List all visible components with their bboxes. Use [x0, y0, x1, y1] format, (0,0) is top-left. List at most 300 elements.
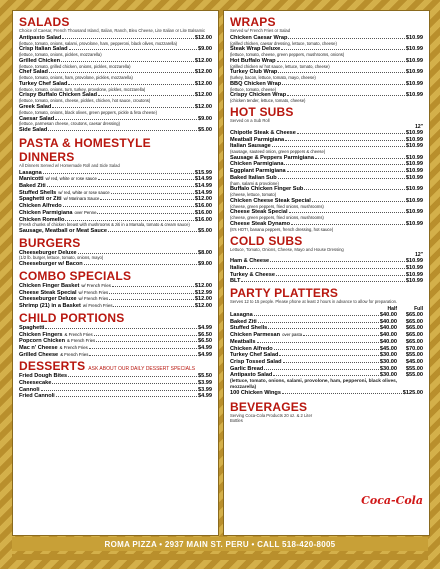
item-name: Grilled Chicken — [19, 57, 61, 64]
menu-item-row — [230, 137, 423, 144]
item-description: (lettuce, tomato, cheese) — [230, 86, 277, 92]
item-price: $14.99 — [194, 189, 212, 196]
leader-dots — [315, 158, 405, 159]
item-price: $12.00 — [194, 34, 212, 41]
section-title-desserts — [19, 360, 212, 372]
item-name: Meatballs — [230, 338, 256, 345]
menu-item-row — [230, 130, 423, 137]
leader-dots — [109, 299, 194, 300]
item-description: (ham, salami & provolone) — [230, 180, 279, 186]
leader-dots — [56, 396, 197, 397]
item-name: Lasagna — [230, 312, 253, 319]
item-price: $12.00 — [194, 57, 212, 64]
item-description: (lettuce, tomato, cheese, green peppers, mushrooms, onions) — [230, 52, 345, 58]
bottom-stripe — [12, 554, 428, 560]
item-price: $10.99 — [405, 57, 423, 64]
half-price: $45.00 — [379, 345, 397, 352]
item-name: Eggplant Parmigiana — [230, 168, 286, 175]
leader-dots — [89, 348, 197, 349]
item-price: $10.99 — [405, 129, 423, 136]
item-modifier: & French Fries — [67, 338, 96, 344]
leader-dots — [268, 328, 379, 329]
item-price: $10.99 — [405, 209, 423, 216]
section-title-burgers: BURGERS — [19, 235, 81, 250]
item-price: $5.00 — [198, 228, 212, 235]
item-name: Chicken Caesar Wrap — [230, 34, 288, 41]
leader-dots — [65, 220, 194, 221]
item-modifier: w/ red, white or rose sauce — [45, 176, 97, 182]
leader-dots — [276, 275, 405, 276]
leader-dots — [282, 393, 402, 394]
leader-dots — [94, 335, 197, 336]
menu-item-row — [19, 332, 212, 339]
wraps-note: Served w/ French Fries or Salad — [230, 28, 291, 33]
item-name: Turkey & Cheese — [230, 271, 275, 278]
item-description: (sausage, sauteed onion, green peppers & cheese) — [230, 148, 326, 154]
item-description: (chicken tender, lettuce, tomato, cheese) — [230, 98, 306, 104]
menu-item-row — [19, 210, 212, 217]
section-title-cold-subs: COLD SUBS — [230, 233, 303, 248]
item-modifier: w/ French Fries — [81, 283, 111, 288]
menu-item-row — [19, 290, 212, 297]
item-price: $3.99 — [198, 380, 212, 387]
item-price: $12.00 — [194, 283, 212, 289]
item-name: Antipasto Salad — [19, 34, 62, 41]
item-name: Manicotti — [19, 176, 44, 183]
leader-dots — [48, 130, 197, 131]
leader-dots — [283, 362, 379, 363]
leader-dots — [55, 119, 197, 120]
item-price: $10.99 — [405, 265, 423, 272]
leader-dots — [297, 133, 405, 134]
leader-dots — [97, 213, 193, 214]
section-title-salads: SALADS — [19, 15, 70, 29]
item-price: $10.99 — [405, 258, 423, 265]
leader-dots — [241, 281, 404, 282]
leader-dots — [281, 49, 405, 50]
item-modifier: & French Fries — [60, 351, 89, 357]
item-name: Crisp Italian Salad — [19, 46, 68, 53]
menu-item-row — [19, 261, 212, 268]
half-price: $40.00 — [379, 338, 397, 345]
leader-dots — [270, 261, 405, 262]
leader-dots — [291, 224, 405, 225]
salads-note: Choice of Caesar, French Thousand Island, Italian, Ranch, Bleu Cheese, Lite Italian or Lite Balsamic — [19, 28, 206, 33]
item-price: $6.50 — [198, 331, 212, 338]
item-name: BBQ Chicken Wrap — [230, 80, 282, 87]
menu-item-row — [19, 183, 212, 190]
menu-item-row — [19, 196, 212, 203]
item-price: $12.00 — [194, 69, 212, 76]
leader-dots — [98, 95, 194, 96]
item-name: Stuffed Shells — [230, 325, 268, 332]
half-price: $30.00 — [379, 365, 397, 372]
item-name: Caesar Salad — [19, 115, 55, 122]
full-price: $70.00 — [405, 345, 423, 352]
full-price: $55.00 — [405, 372, 423, 379]
menu-item-row — [230, 265, 423, 272]
item-price: $10.99 — [405, 174, 423, 181]
full-price: $55.00 — [405, 352, 423, 359]
leader-dots — [254, 315, 379, 316]
item-price: $4.99 — [198, 351, 212, 358]
leader-dots — [49, 72, 194, 73]
romello-description: (Fresh chunks of chicken breast with mushrooms & ziti in a Marsala, tomato & cream sauce) — [19, 222, 190, 228]
hot-subs-size: 12" — [415, 123, 423, 130]
item-name: Chicken Alfredo — [230, 345, 273, 352]
leader-dots — [278, 72, 405, 73]
item-price: $9.00 — [198, 115, 212, 122]
half-price: $40.00 — [379, 318, 397, 325]
item-description: (lettuce, tomato, grilled chicken, onions, pickles, mozzarella) — [19, 63, 131, 69]
item-price: $10.99 — [405, 46, 423, 53]
item-price: $125.00 — [402, 390, 423, 397]
menu-item-row — [19, 387, 212, 394]
menu-item-row — [19, 190, 212, 197]
leader-dots — [61, 61, 194, 62]
full-price: $55.00 — [405, 365, 423, 372]
item-price: $12.00 — [194, 80, 212, 87]
item-name: Fried Cannoli — [19, 393, 55, 400]
desserts-aside: ASK ABOUT OUR DAILY DESSERT SPECIALS — [88, 366, 196, 373]
item-price: $10.99 — [405, 197, 423, 204]
item-name: Buffalo Chicken Finger Sub — [230, 186, 304, 193]
leader-dots — [111, 193, 194, 194]
leader-dots — [288, 38, 404, 39]
leader-dots — [304, 189, 405, 190]
item-description: (lettuce, tomato, onions, turn, turkey, provolone, pickles, mozzarella) — [19, 86, 146, 92]
item-name: Crispy Buffalo Chicken Salad — [19, 92, 98, 99]
half-price: $30.00 — [379, 358, 397, 365]
item-price: $10.99 — [405, 154, 423, 161]
leader-dots — [247, 268, 405, 269]
leader-dots — [289, 212, 405, 213]
item-description: (lettuce, tomato, onions, pickles, mozzarella) — [19, 52, 102, 58]
section-title-beverages: BEVERAGES — [230, 399, 308, 414]
item-price: $6.50 — [198, 338, 212, 345]
item-name: Mac n' Cheese — [19, 344, 58, 351]
item-name: Shrimp (21) in a Basket — [19, 303, 81, 310]
platters-note: Serves 12 to 15 people. Please phone at least 2 hours in advance to allow for preparation. — [230, 299, 398, 305]
item-price: $12.00 — [194, 303, 212, 310]
full-price: $65.00 — [405, 332, 423, 339]
item-name: Lasagna — [19, 169, 42, 176]
full-header: Full — [414, 306, 423, 313]
item-price: $10.99 — [405, 161, 423, 168]
item-name: Cheese Steak Special — [230, 209, 288, 216]
item-name: Hot Buffalo Wrap — [230, 57, 276, 64]
leader-dots — [285, 140, 405, 141]
item-name: Ham & Cheese — [230, 258, 270, 265]
menu-item-row — [19, 303, 212, 310]
item-modifier: w/ French Fries — [78, 296, 109, 302]
half-header: Half — [387, 306, 397, 313]
leader-dots — [303, 335, 379, 336]
menu-item-row — [230, 161, 423, 168]
item-name: Italian — [230, 265, 247, 272]
item-modifier: & French Fries — [59, 344, 88, 350]
leader-dots — [113, 306, 193, 307]
item-name: Chicken Finger Basket — [19, 283, 80, 289]
item-name: Turkey Club Wrap — [230, 69, 278, 76]
menu-item-row — [230, 390, 423, 397]
leader-dots — [63, 206, 194, 207]
half-price: $30.00 — [379, 372, 397, 379]
item-description: (1/2 lb. burger, lettuce, tomato, onions, mayo) — [19, 255, 104, 261]
item-name: Chicken Romello — [19, 216, 65, 223]
item-price: $10.99 — [405, 186, 423, 193]
menu-item-row — [19, 203, 212, 210]
section-title-hot-subs: HOT SUBS — [230, 105, 294, 120]
item-price: $10.99 — [405, 143, 423, 150]
item-name: Spaghetti or Ziti — [19, 196, 62, 203]
item-modifier: over pasta — [282, 332, 303, 338]
left-menu-panel — [12, 10, 219, 536]
leader-dots — [45, 328, 197, 329]
menu-item-row — [19, 127, 212, 134]
platter-row — [230, 366, 423, 373]
item-price: $5.50 — [198, 373, 212, 380]
item-name: Baked Italian Sub — [230, 174, 277, 181]
platter-row — [230, 346, 423, 353]
item-name: Grilled Cheese — [19, 351, 59, 358]
menu-item-row — [19, 345, 212, 352]
item-price: $10.99 — [405, 168, 423, 175]
item-price: $9.00 — [198, 261, 212, 268]
item-name: Meatball Parmigiana — [230, 136, 285, 143]
item-description: (lettuce, tomato, onions, cheese, pickles, chicken, hot sauce, croutons) — [19, 98, 151, 104]
item-name: Popcorn Chicken — [19, 338, 66, 345]
leader-dots — [277, 61, 405, 62]
item-name: Sausage, Meatball or Meat Sauce — [19, 228, 107, 235]
item-name: Cheeseburger w/ Bacon — [19, 261, 83, 268]
item-description: (cheese, green peppers, fried onions, mushrooms) — [230, 203, 324, 209]
item-price: $12.00 — [194, 296, 212, 303]
item-price: $12.00 — [194, 92, 212, 99]
platter-row — [230, 312, 423, 319]
item-price: $4.99 — [198, 393, 212, 400]
leader-dots — [264, 369, 379, 370]
menu-item-row — [230, 168, 423, 175]
item-name: Chicken Cheese Steak Special — [230, 197, 311, 204]
section-title-combo: COMBO SPECIALS — [19, 269, 132, 283]
item-description: (cheese, lettuce, tomato) — [230, 192, 277, 198]
item-price: $10.99 — [405, 80, 423, 87]
leader-dots — [43, 173, 194, 174]
item-name: Cheese Steak Special — [19, 289, 77, 296]
leader-dots — [273, 375, 379, 376]
leader-dots — [100, 199, 193, 200]
platter-row — [230, 332, 423, 339]
antipasto-description: (lettuce, tomato, onions, salami, provolone, ham, pepperoni, black olives, mozzarella) — [230, 379, 398, 390]
menu-item-row — [19, 296, 212, 303]
item-price: $5.00 — [198, 127, 212, 134]
menu-item-row — [19, 283, 212, 290]
leader-dots — [272, 146, 405, 147]
item-name: Garlic Bread — [230, 365, 264, 372]
full-price: $65.00 — [405, 338, 423, 345]
section-title-party-platters: PARTY PLATTERS — [230, 286, 339, 301]
section-title-wraps: WRAPS — [230, 15, 276, 29]
leader-dots — [287, 95, 405, 96]
item-name: Turkey Chef Salad — [230, 352, 279, 359]
menu-item-row — [19, 352, 212, 359]
item-name: Side Salad — [19, 127, 48, 134]
item-name: Turkey Chef Salad — [19, 80, 68, 87]
leader-dots — [96, 341, 197, 342]
menu-item-row — [230, 272, 423, 279]
leader-dots — [279, 355, 379, 356]
platter-row — [230, 325, 423, 332]
item-name: Antipasto Salad — [230, 372, 273, 379]
half-price: $40.00 — [379, 325, 397, 332]
menu-item-row — [19, 228, 212, 235]
item-price: $4.99 — [198, 344, 212, 351]
footer-banner: ROMA PIZZA • 2937 MAIN ST. PERU • CALL 518-420-8005 — [12, 537, 428, 551]
menu-item-row — [19, 170, 212, 177]
item-price: $10.99 — [405, 69, 423, 76]
item-price: $12.99 — [194, 289, 212, 296]
item-description: (grilled chicken w/ hot sauce, lettuce, tomato, cheese) — [230, 63, 330, 69]
item-price: $12.00 — [194, 104, 212, 111]
full-price: $65.00 — [405, 325, 423, 332]
item-price: $3.99 — [198, 386, 212, 393]
item-description: (It's HOT!, banana peppers, french dressing, hot sauce) — [230, 226, 334, 232]
full-price: $65.00 — [405, 318, 423, 325]
item-modifier: & French Fries — [64, 331, 93, 337]
item-name: BLT — [230, 278, 241, 285]
item-name: Steak Wrap Deluxe — [230, 46, 281, 53]
platter-row — [230, 339, 423, 346]
item-name: Fried Dough Bites — [19, 373, 68, 380]
desserts-title-text: DESSERTS — [19, 359, 86, 374]
leader-dots — [257, 342, 379, 343]
menu-item-row — [19, 176, 212, 183]
menu-item-row — [230, 155, 423, 162]
item-name: Baked Ziti — [230, 318, 257, 325]
leader-dots — [274, 349, 379, 350]
item-price: $16.00 — [194, 216, 212, 223]
item-modifier: over Penne — [74, 209, 97, 215]
item-price: $12.00 — [194, 196, 212, 203]
item-name: Cheeseburger Deluxe — [19, 249, 77, 256]
item-price: $16.00 — [194, 209, 212, 216]
section-title-dinners: DINNERS — [19, 149, 75, 164]
leader-dots — [47, 186, 194, 187]
item-name: Cheeseburger Deluxe — [19, 296, 77, 303]
item-price: $9.00 — [198, 46, 212, 53]
item-name: Chef Salad — [19, 69, 48, 76]
item-price: $10.99 — [405, 278, 423, 285]
platter-row — [230, 352, 423, 359]
item-name: Spaghetti — [19, 324, 45, 331]
item-name: Italian Sausage — [230, 143, 271, 150]
item-name: Chicken Alfredo — [19, 203, 62, 210]
item-description: (grilled chicken, caesar dressing, lettuce, tomato, cheese) — [230, 40, 337, 46]
leader-dots — [68, 84, 194, 85]
item-name: Sausage & Peppers Parmigiana — [230, 154, 314, 161]
cold-subs-size: 12" — [415, 252, 423, 259]
item-name: Cannoli — [19, 386, 40, 393]
item-price: $10.99 — [405, 92, 423, 99]
leader-dots — [89, 355, 197, 356]
leader-dots — [84, 264, 197, 265]
pasta-note: All Dinners Served w/ Homemade Roll and Side Salad — [19, 162, 120, 168]
item-name: Crisp Tossed Salad — [230, 358, 282, 365]
leader-dots — [287, 171, 405, 172]
item-name: Crispy Chicken Wrap — [230, 92, 287, 99]
leader-dots — [112, 286, 194, 287]
leader-dots — [109, 293, 194, 294]
item-price: $4.99 — [198, 324, 212, 331]
leader-dots — [62, 38, 194, 39]
item-name: Chicken Parmigiana — [19, 209, 73, 216]
item-price: $10.99 — [405, 34, 423, 41]
menu-item-row — [19, 325, 212, 332]
item-price: $15.99 — [194, 169, 212, 176]
item-name: Chicken Parmigiana — [230, 161, 284, 168]
item-name: Cheese Steak Dynamo — [230, 221, 291, 228]
leader-dots — [108, 231, 197, 232]
item-name: Stuffed Shells — [19, 189, 57, 196]
cold-subs-note: Lettuce, Tomato, Onions, Cheese, Mayo and House Dressing — [230, 246, 344, 252]
leader-dots — [312, 201, 405, 202]
item-name: Baked Ziti — [19, 183, 46, 190]
full-price: $65.00 — [405, 312, 423, 319]
section-title-child: CHILD PORTIONS — [19, 310, 125, 325]
item-name: Chipotle Steak & Cheese — [230, 129, 296, 136]
item-price: $8.00 — [198, 249, 212, 256]
menu-item-row — [19, 393, 212, 400]
coca-cola-logo: Coca-Cola — [361, 494, 423, 507]
item-modifier: w/ French Fries — [78, 289, 109, 295]
platter-row — [230, 359, 423, 366]
right-menu-panel — [223, 10, 430, 536]
leader-dots — [68, 376, 197, 377]
leader-dots — [282, 84, 405, 85]
item-description: (lettuce, tomato, onions, salami, provolone, ham, pepperoni, black olives, mozzarella) — [19, 40, 178, 46]
item-price: $10.99 — [405, 221, 423, 228]
item-price: $10.99 — [405, 136, 423, 143]
item-price: $10.99 — [405, 271, 423, 278]
section-title-pasta: PASTA & HOMESTYLE — [19, 135, 151, 150]
item-description: (lettuce, tomato, onions, black olives, green peppers, pickle & feta cheese) — [19, 109, 158, 115]
item-modifier: w/ red, white or rose sauce — [58, 189, 110, 195]
menu-item-row — [230, 278, 423, 285]
item-modifier: w/ French Fries — [82, 303, 113, 309]
half-price: $40.00 — [379, 332, 397, 339]
item-price: $16.00 — [194, 203, 212, 210]
menu-item-row — [230, 258, 423, 265]
platter-row — [230, 319, 423, 326]
leader-dots — [69, 49, 198, 50]
item-price: $14.99 — [194, 176, 212, 183]
menu-item-row — [19, 373, 212, 380]
leader-dots — [98, 179, 194, 180]
item-price: $14.99 — [194, 183, 212, 190]
half-price: $30.00 — [379, 352, 397, 359]
item-name: Cheesecake — [19, 380, 52, 387]
item-name: Greek Salad — [19, 104, 52, 111]
item-description: (turkey, bacon, lettuce, tomato, mayo, cheese) — [230, 75, 316, 81]
leader-dots — [52, 107, 194, 108]
item-name: 100 Chicken Wings — [230, 390, 281, 397]
menu-item-row — [19, 380, 212, 387]
beverages-note: Serving Coca-Cola Products 20 oz. & 2 Liter Bottles — [230, 412, 313, 423]
item-modifier: w/ Marinara Sauce — [63, 196, 100, 202]
hot-subs-note: Served on a Sub Roll — [230, 118, 270, 124]
item-name: Chicken Fingers — [19, 331, 63, 338]
